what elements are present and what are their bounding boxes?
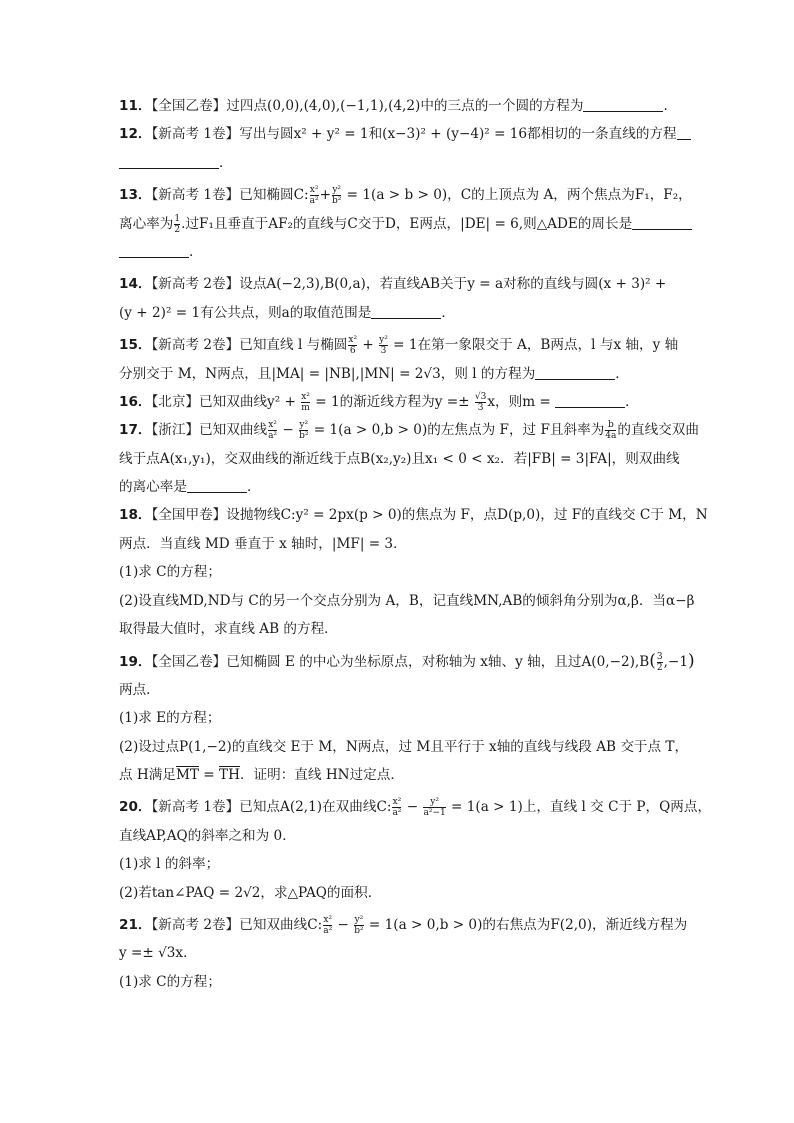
- fraction: $\frac{\text{y²}}{3}$: [379, 335, 388, 357]
- problem-12-line-2: ．: [119, 149, 684, 177]
- problem-11: 11．【全国乙卷】过四点(0,0),(4,0),(−1,1),(4,2)中的三点的一个圆的方程为 ．: [119, 98, 678, 114]
- problem-20: 20．【新高考 1卷】已知点A(2,1)在双曲线C: $\frac{\text{x²}}{\text{a²}}$ − $\frac{\text{y²}}{\text{a²−1}}$ = 1(a > 1)上，直线 l 交 C于 P，Q两点，: [119, 797, 712, 819]
- answer-blank: [119, 154, 219, 169]
- answer-blank: [632, 215, 692, 230]
- answer-blank: [119, 243, 189, 258]
- problem-17-line-3: 的离心率是 ．: [119, 479, 261, 496]
- problem-20-part-2: (2)若tan∠PAQ = 2√2，求△PAQ的面积．: [119, 884, 382, 901]
- fraction: $\frac{√3}{3}$: [474, 391, 487, 413]
- problem-source-tag: 【全国甲卷】: [151, 507, 227, 524]
- answer-blank: [535, 365, 615, 380]
- problem-21-part-1: (1)求 C的方程；: [119, 973, 221, 990]
- answer-blank: [583, 97, 663, 112]
- problem-number: 13．: [119, 187, 152, 204]
- fraction: $\frac{\text{x²}}{6}$: [348, 335, 358, 357]
- answer-blank: [677, 125, 691, 140]
- problem-18-part-2: (2)设直线MD,ND与 C的另一个交点分别为 A，B，记直线MN,AB的倾斜角分别为α,β．当α−β: [119, 592, 695, 609]
- problem-18-part-2-cont: 取得最大值时，求直线 AB 的方程．: [119, 621, 338, 638]
- problem-17-line-2: 线于点A(x₁,y₁)，交双曲线的渐近线于点B(x₂,y₂)且x₁ < 0 < x₂．若|FB| = 3|FA|，则双曲线: [119, 450, 680, 467]
- problem-19-part-2: (2)设过点P(1,−2)的直线交 E于 M，N两点，过 M且平行于 x轴的直线与线段 AB 交于点 T，: [119, 738, 689, 755]
- problem-17: 17．【浙江】已知双曲线 $\frac{\text{x²}}{\text{a²}}$ − $\frac{\text{y²}}{\text{b²}}$ = 1(a > 0,b > 0)的左焦点为 F，过 F且斜率为 $\frac{b}{4a}$ 的直线交双曲: [119, 420, 699, 442]
- problem-number: 12．: [119, 126, 152, 143]
- problem-21-line-2: y =± √3x．: [119, 945, 197, 962]
- problem-15-line-2: 分别交于 M，N两点，且|MA| = |NB|,|MN| = 2√3，则 l 的方程为 ．: [119, 365, 629, 382]
- problem-16: 16．【北京】已知双曲线y² + $\frac{\text{x²}}{m}$ = 1的渐近线方程为y =± $\frac{√3}{3}$ x，则m = ．: [119, 391, 639, 413]
- problem-13: 13．【新高考 1卷】已知椭圆C: $\frac{\text{x²}}{\text{a²}}$ + $\frac{\text{y²}}{\text{b²}}$ = 1(a > b > 0)，C的上顶点为 A，两个焦点为F₁，F₂，: [119, 185, 692, 207]
- fraction: $\frac{\text{y²}}{\text{a²−1}}$: [423, 797, 446, 819]
- problem-number: 17．: [119, 422, 152, 439]
- problem-source-tag: 【浙江】: [151, 422, 200, 439]
- problem-19-line-2: 两点．: [119, 681, 160, 698]
- problem-source-tag: 【全国乙卷】: [151, 98, 227, 114]
- problem-12: [119, 120, 684, 148]
- problem-13-line-3: .: [119, 238, 684, 266]
- problem-source-tag: 【新高考 2卷】: [151, 337, 240, 354]
- fraction: $\frac{\text{y²}}{\text{b²}}$: [299, 420, 309, 442]
- problem-18-part-1: (1)求 C的方程；: [119, 564, 221, 581]
- problem-source-tag: 【新高考 1卷】: [151, 799, 240, 816]
- problem-source-tag: 【全国乙卷】: [151, 654, 227, 671]
- problem-18-line-2: 两点．当直线 MD 垂直于 x 轴时，|MF| = 3．: [119, 535, 407, 552]
- fraction: $\frac{\text{x²}}{\text{a²}}$: [309, 185, 319, 207]
- fraction: $\frac{b}{4a}$: [605, 420, 617, 442]
- problem-20-line-2: 直线AP,AQ的斜率之和为 0．: [119, 827, 296, 844]
- fraction: $\frac{\text{y²}}{\text{b²}}$: [331, 185, 342, 207]
- fraction: $\frac{3}{2}$: [656, 652, 663, 674]
- problem-13-line-2: 离心率为 $\frac{1}{2}$ .过F₁且垂直于AF₂的直线与C交于D，E两点，|DE| = 6,则△ADE的周长是: [119, 210, 684, 238]
- problem-text: 过四点(0,0),(4,0),(−1,1),(4,2)中的三点的一个圆的方程为: [226, 98, 584, 114]
- answer-blank: [555, 393, 625, 408]
- vector-mt: MT: [175, 766, 199, 783]
- problem-19-part-2-cont: 点 H满足MT = TH．证明：直线 HN过定点．: [119, 766, 404, 783]
- problem-14-line-2: (y + 2)² = 1有公共点，则a的取值范围是 ．: [119, 304, 455, 321]
- fraction: $\frac{\text{x²}}{\text{a²}}$: [268, 420, 278, 442]
- problem-14: 14．【新高考 2卷】设点A(−2,3),B(0,a)，若直线AB关于y = a对称的直线与圆(x + 3)² +: [119, 276, 667, 293]
- fraction: $\frac{\text{y²}}{\text{b²}}$: [354, 914, 364, 936]
- problem-20-part-1: (1)求 l 的斜率；: [119, 856, 220, 873]
- problem-source-tag: 【新高考 2卷】: [151, 276, 240, 293]
- problem-19-part-1: (1)求 E的方程；: [119, 710, 221, 727]
- problem-number: 15．: [119, 337, 152, 354]
- problem-15: 15．【新高考 2卷】已知直线 l 与椭圆 $\frac{\text{x²}}{6}$ + $\frac{\text{y²}}{3}$ = 1在第一象限交于 A，B两点，l 与x 轴，y 轴: [119, 335, 679, 357]
- answer-blank: [371, 304, 441, 319]
- problem-number: 11．: [119, 98, 152, 114]
- problem-number: 20．: [119, 799, 152, 816]
- vector-th: TH: [219, 766, 240, 783]
- problem-number: 19．: [119, 654, 152, 671]
- problem-number: 16．: [119, 393, 152, 410]
- problem-source-tag: 【北京】: [151, 393, 200, 410]
- problem-number: 21．: [119, 916, 152, 933]
- problem-number: 14．: [119, 276, 152, 293]
- answer-blank: [187, 478, 247, 493]
- problem-18: 18．【全国甲卷】设抛物线C:y² = 2px(p > 0)的焦点为 F，点D(p,0)，过 F的直线交 C于 M，N: [119, 507, 708, 524]
- problem-source-tag: 【新高考 1卷】: [151, 187, 240, 204]
- fraction: $\frac{1}{2}$: [174, 213, 181, 235]
- problem-source-tag: 【新高考 2卷】: [151, 916, 240, 933]
- problem-text: 写出与圆x² + y² = 1和(x−3)² + (y−4)² = 16都相切的一条直线的方程: [239, 126, 677, 143]
- problem-source-tag: 【新高考 1卷】: [151, 126, 240, 143]
- problem-number: 18．: [119, 507, 152, 524]
- fraction: $\frac{\text{x²}}{m}$: [301, 391, 310, 413]
- problem-21: 21．【新高考 2卷】已知双曲线C: $\frac{\text{x²}}{\text{a²}}$ − $\frac{\text{y²}}{\text{b²}}$ = 1(a > 0,b > 0)的右焦点为F(2,0)，渐近线方程为: [119, 914, 688, 936]
- fraction: $\frac{\text{x²}}{\text{a²}}$: [323, 914, 333, 936]
- problem-19: 19．【全国乙卷】已知椭圆 E 的中心为坐标原点，对称轴为 x轴、y 轴，且过A(0,−2),B( $\frac{3}{2}$ ,−1): [119, 651, 695, 674]
- fraction: $\frac{\text{x²}}{\text{a²}}$: [392, 797, 402, 819]
